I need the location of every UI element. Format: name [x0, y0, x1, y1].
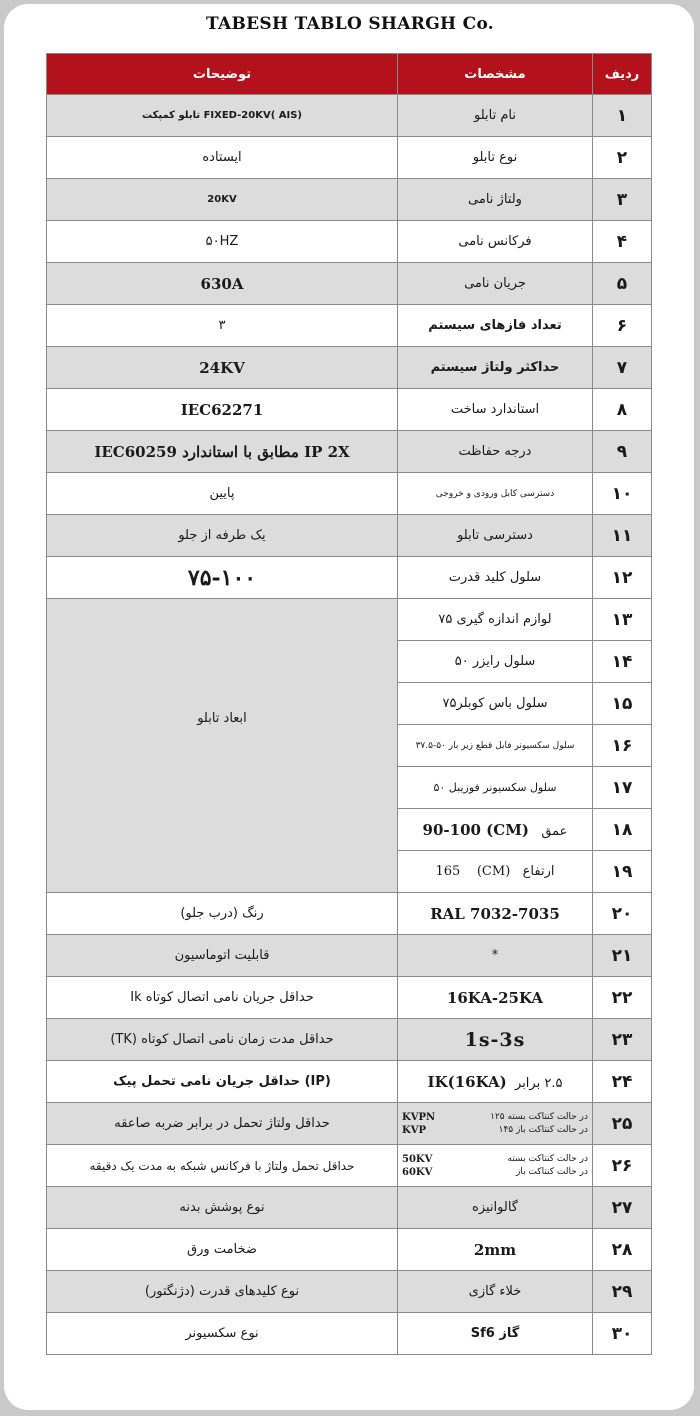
row-spec: درجه حفاظت — [398, 431, 593, 473]
closed-contact-label: در حالت کنتاکت بسته — [507, 1153, 588, 1164]
row-number: ۲۹ — [593, 1271, 652, 1313]
row-spec: سلول سکسیونر فابل قطع زیر بار ۵۰-۳۷.۵ — [398, 725, 593, 767]
row-number: ۱۴ — [593, 641, 652, 683]
dimensions-cell — [47, 599, 398, 893]
row-desc: ایستاده — [47, 137, 398, 179]
row-number: ۲۷ — [593, 1187, 652, 1229]
table-row — [47, 515, 652, 557]
row-spec: دسترسی کابل ورودی و خروجی — [398, 473, 593, 515]
row-spec: خلاء گازی — [398, 1271, 593, 1313]
table-row — [47, 893, 652, 935]
row-desc: رنگ (درب جلو) — [47, 893, 398, 935]
row-spec: سلول رایزر ۵۰ — [398, 641, 593, 683]
height-value: 165 (CM) — [435, 864, 511, 879]
header-desc: توضیحات — [47, 54, 398, 95]
table-row — [47, 389, 652, 431]
row-desc: 630A — [47, 263, 398, 305]
row-desc: نوع پوشش بدنه — [47, 1187, 398, 1229]
row-number: ۵ — [593, 263, 652, 305]
row-spec: لوازم اندازه گیری ۷۵ — [398, 599, 593, 641]
row-spec: تعداد فازهای سیستم — [398, 305, 593, 347]
table-row — [47, 977, 652, 1019]
row-number: ۱۱ — [593, 515, 652, 557]
table-row — [47, 1313, 652, 1355]
row-spec — [398, 851, 593, 893]
row-spec: حداکثر ولتاژ سیستم — [398, 347, 593, 389]
header-row-number: ردیف — [593, 54, 652, 95]
row-number: ۷ — [593, 347, 652, 389]
table-row — [47, 221, 652, 263]
depth-value: 90-100 (CM) — [422, 820, 529, 839]
row-desc: 20KV — [47, 179, 398, 221]
row-number: ۲۸ — [593, 1229, 652, 1271]
row-desc: حداقل ولتاژ تحمل در برابر ضربه صاعقه — [47, 1103, 398, 1145]
row-number: ۲۰ — [593, 893, 652, 935]
row-number: ۲۶ — [593, 1145, 652, 1187]
table-row — [47, 1061, 652, 1103]
row-desc: یک طرفه از جلو — [47, 515, 398, 557]
row-number: ۱۹ — [593, 851, 652, 893]
row-desc: 24KV — [47, 347, 398, 389]
open-contact-value: KVP — [402, 1124, 426, 1136]
row-desc: (IP) حداقل جریان نامی تحمل پیک — [47, 1061, 398, 1103]
row-number: ۲۲ — [593, 977, 652, 1019]
row-spec — [398, 809, 593, 851]
table-row — [47, 599, 652, 641]
row-number: ۱ — [593, 95, 652, 137]
row-spec: جریان نامی — [398, 263, 593, 305]
table-row — [47, 1187, 652, 1229]
row-spec: * — [398, 935, 593, 977]
row-number: ۳ — [593, 179, 652, 221]
table-row — [47, 935, 652, 977]
row-number: ۲۴ — [593, 1061, 652, 1103]
table-row — [47, 137, 652, 179]
row-number: ۲۱ — [593, 935, 652, 977]
closed-contact-label: در حالت کنتاکت بسته ۱۲۵ — [490, 1111, 588, 1122]
row-desc: FIXED-20KV( AIS) تابلو کمپکت — [47, 95, 398, 137]
table-row — [47, 557, 652, 599]
row-spec — [398, 1061, 593, 1103]
row-spec: گاز Sf6 — [398, 1313, 593, 1355]
row-spec: فرکانس نامی — [398, 221, 593, 263]
row-spec: سلول سکسیونر فوزیبل ۵۰ — [398, 767, 593, 809]
row-number: ۸ — [593, 389, 652, 431]
row-spec: سلول باس کوبلر۷۵ — [398, 683, 593, 725]
row-number: ۱۶ — [593, 725, 652, 767]
height-label: ارتفاع — [522, 864, 555, 879]
row-spec — [398, 1103, 593, 1145]
open-contact-label: در حالت کنتاکت باز ۱۴۵ — [498, 1124, 588, 1135]
table-row — [47, 1271, 652, 1313]
row-spec — [398, 1145, 593, 1187]
row-spec: 1s-3s — [398, 1019, 593, 1061]
row-spec: RAL 7032-7035 — [398, 893, 593, 935]
closed-contact-value: KVPN — [402, 1111, 436, 1123]
row-number: ۲۵ — [593, 1103, 652, 1145]
table-row — [47, 1145, 652, 1187]
row-spec: استاندارد ساخت — [398, 389, 593, 431]
row-number: ۴ — [593, 221, 652, 263]
ik-value: IK(16KA) — [427, 1072, 507, 1091]
table-row — [47, 1229, 652, 1271]
row-spec: 2mm — [398, 1229, 593, 1271]
row-desc: قابلیت اتوماسیون — [47, 935, 398, 977]
row-desc: حداقل تحمل ولتاژ با فرکانس شبکه به مدت یک دقیقه — [47, 1145, 398, 1187]
row-desc: نوع کلیدهای قدرت (دژنگتور) — [47, 1271, 398, 1313]
row-number: ۱۳ — [593, 599, 652, 641]
table-header — [47, 54, 652, 95]
multiplier-label: ۲.۵ برابر — [515, 1075, 563, 1091]
row-desc: حداقل جریان نامی اتصال کوتاه Ik — [47, 977, 398, 1019]
table-row — [47, 347, 652, 389]
row-desc: IEC62271 — [47, 389, 398, 431]
row-desc: ۳ — [47, 305, 398, 347]
table-row — [47, 431, 652, 473]
row-number: ۱۷ — [593, 767, 652, 809]
depth-label: عمق — [541, 823, 568, 839]
closed-contact-value: 50KV — [402, 1153, 433, 1165]
row-number: ۱۸ — [593, 809, 652, 851]
row-spec: دسترسی تابلو — [398, 515, 593, 557]
row-desc: پایین — [47, 473, 398, 515]
row-spec: نام تابلو — [398, 95, 593, 137]
row-spec: 16KA-25KA — [398, 977, 593, 1019]
row-desc: نوع سکسیونر — [47, 1313, 398, 1355]
row-spec: گالوانیزه — [398, 1187, 593, 1229]
row-number: ۹ — [593, 431, 652, 473]
row-number: ۲ — [593, 137, 652, 179]
row-spec: سلول کلید قدرت — [398, 557, 593, 599]
row-number: ۱۲ — [593, 557, 652, 599]
row-number: ۱۵ — [593, 683, 652, 725]
row-desc: حداقل مدت زمان نامی اتصال کوتاه (TK) — [47, 1019, 398, 1061]
dimensions-label: ابعاد تابلو — [197, 711, 247, 726]
header-spec: مشخصات — [398, 54, 593, 95]
table-row — [47, 1103, 652, 1145]
row-desc: ۵۰HZ — [47, 221, 398, 263]
row-desc: ضخامت ورق — [47, 1229, 398, 1271]
row-desc: IP 2X مطابق با استاندارد IEC60259 — [47, 431, 398, 473]
open-contact-label: در حالت کنتاکت باز — [516, 1166, 588, 1177]
row-desc: ۷۵-۱۰۰ — [47, 557, 398, 599]
table-row — [47, 95, 652, 137]
row-number: ۱۰ — [593, 473, 652, 515]
open-contact-value: 60KV — [402, 1166, 433, 1178]
table-row — [47, 473, 652, 515]
table-row — [47, 1019, 652, 1061]
row-number: ۲۳ — [593, 1019, 652, 1061]
row-spec: ولتاژ نامی — [398, 179, 593, 221]
row-number: ۳۰ — [593, 1313, 652, 1355]
table-row — [47, 179, 652, 221]
row-number: ۶ — [593, 305, 652, 347]
spec-table — [46, 53, 652, 1355]
row-spec: نوع تابلو — [398, 137, 593, 179]
table-row — [47, 305, 652, 347]
table-row — [47, 263, 652, 305]
company-title: TABESH TABLO SHARGH Co. — [206, 14, 494, 34]
